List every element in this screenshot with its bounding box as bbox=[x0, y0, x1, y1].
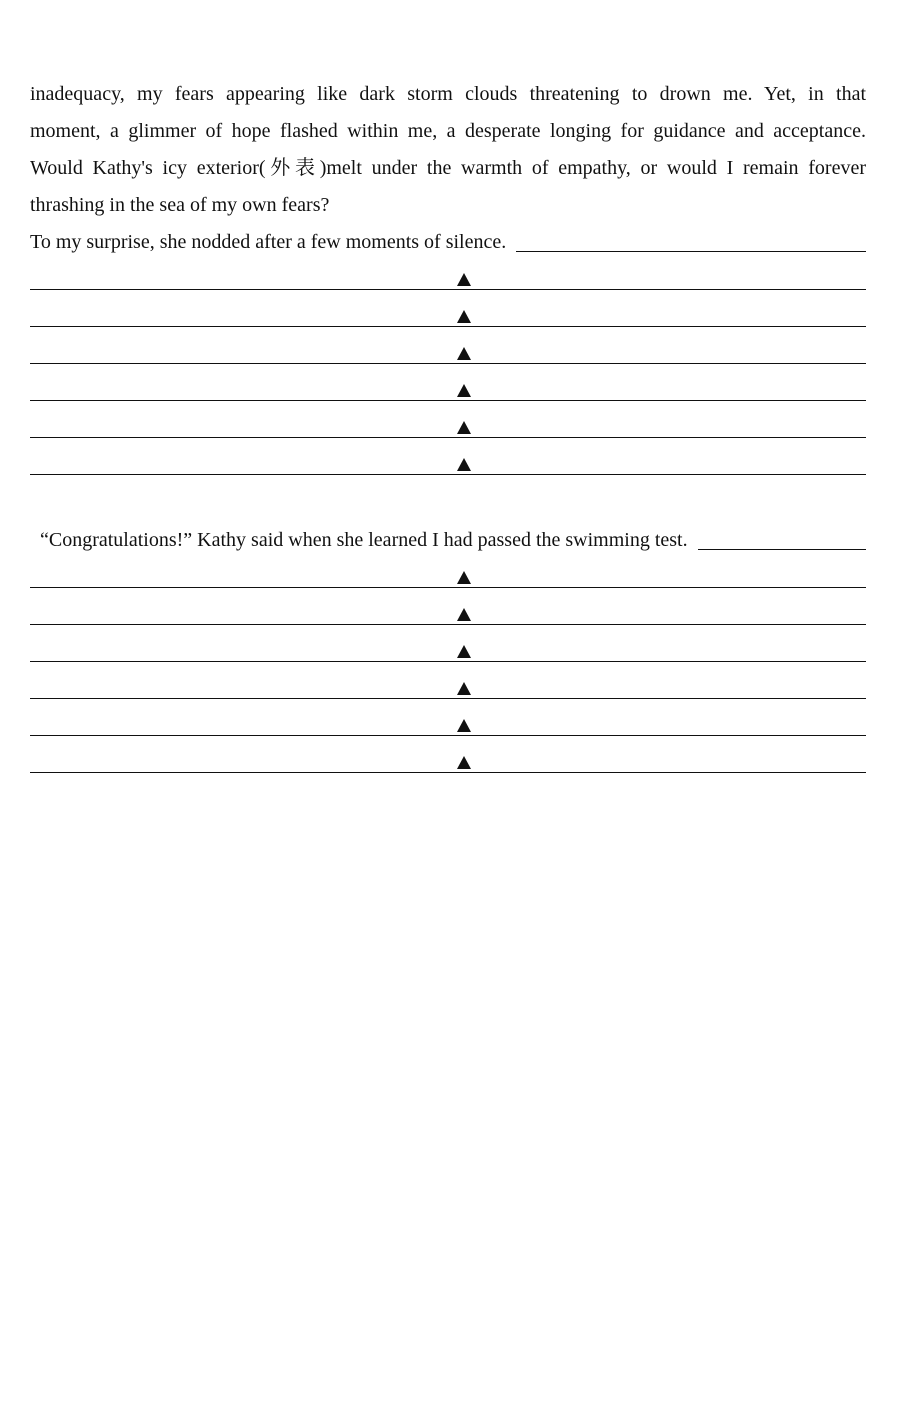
section1-writing-line-1[interactable] bbox=[30, 267, 866, 290]
section1-writing-line-6[interactable] bbox=[30, 452, 866, 475]
triangle-marker-icon bbox=[457, 571, 471, 584]
triangle-marker-icon bbox=[457, 682, 471, 695]
section2-first-blank[interactable] bbox=[698, 533, 866, 550]
section2-writing-line-4[interactable] bbox=[30, 676, 866, 699]
triangle-marker-icon bbox=[457, 608, 471, 621]
triangle-marker-icon bbox=[457, 458, 471, 471]
section2-writing-line-5[interactable] bbox=[30, 713, 866, 736]
section1-first-blank[interactable] bbox=[516, 235, 866, 252]
paragraph-line-2: moment, a glimmer of hope flashed within me, a desperate longing for guidance and acceptance. bbox=[30, 120, 866, 142]
triangle-marker-icon bbox=[457, 310, 471, 323]
triangle-marker-icon bbox=[457, 347, 471, 360]
triangle-marker-icon bbox=[457, 756, 471, 769]
section1-writing-line-3[interactable] bbox=[30, 341, 866, 364]
section1-writing-line-4[interactable] bbox=[30, 378, 866, 401]
triangle-marker-icon bbox=[457, 719, 471, 732]
triangle-marker-icon bbox=[457, 421, 471, 434]
paragraph-line-1: inadequacy, my fears appearing like dark storm clouds threatening to drown me. Yet, in that bbox=[30, 83, 866, 105]
section2-writing-line-1[interactable] bbox=[30, 565, 866, 588]
section1-prompt-line bbox=[30, 230, 866, 254]
paragraph-line-4: thrashing in the sea of my own fears? bbox=[30, 194, 330, 216]
triangle-marker-icon bbox=[457, 273, 471, 286]
section2-prompt: “Congratulations!” Kathy said when she learned I had passed the swimming test. bbox=[40, 529, 688, 551]
paragraph-line-3: Would Kathy's icy exterior(外表)melt under the warmth of empathy, or would I remain forever bbox=[30, 157, 866, 179]
section1-writing-line-2[interactable] bbox=[30, 304, 866, 327]
triangle-marker-icon bbox=[457, 645, 471, 658]
section2-writing-line-6[interactable] bbox=[30, 750, 866, 773]
section2-writing-line-2[interactable] bbox=[30, 602, 866, 625]
section1-writing-line-5[interactable] bbox=[30, 415, 866, 438]
section1-prompt: To my surprise, she nodded after a few moments of silence. bbox=[30, 231, 507, 253]
triangle-marker-icon bbox=[457, 384, 471, 397]
section2-prompt-line bbox=[30, 528, 866, 552]
section2-writing-line-3[interactable] bbox=[30, 639, 866, 662]
